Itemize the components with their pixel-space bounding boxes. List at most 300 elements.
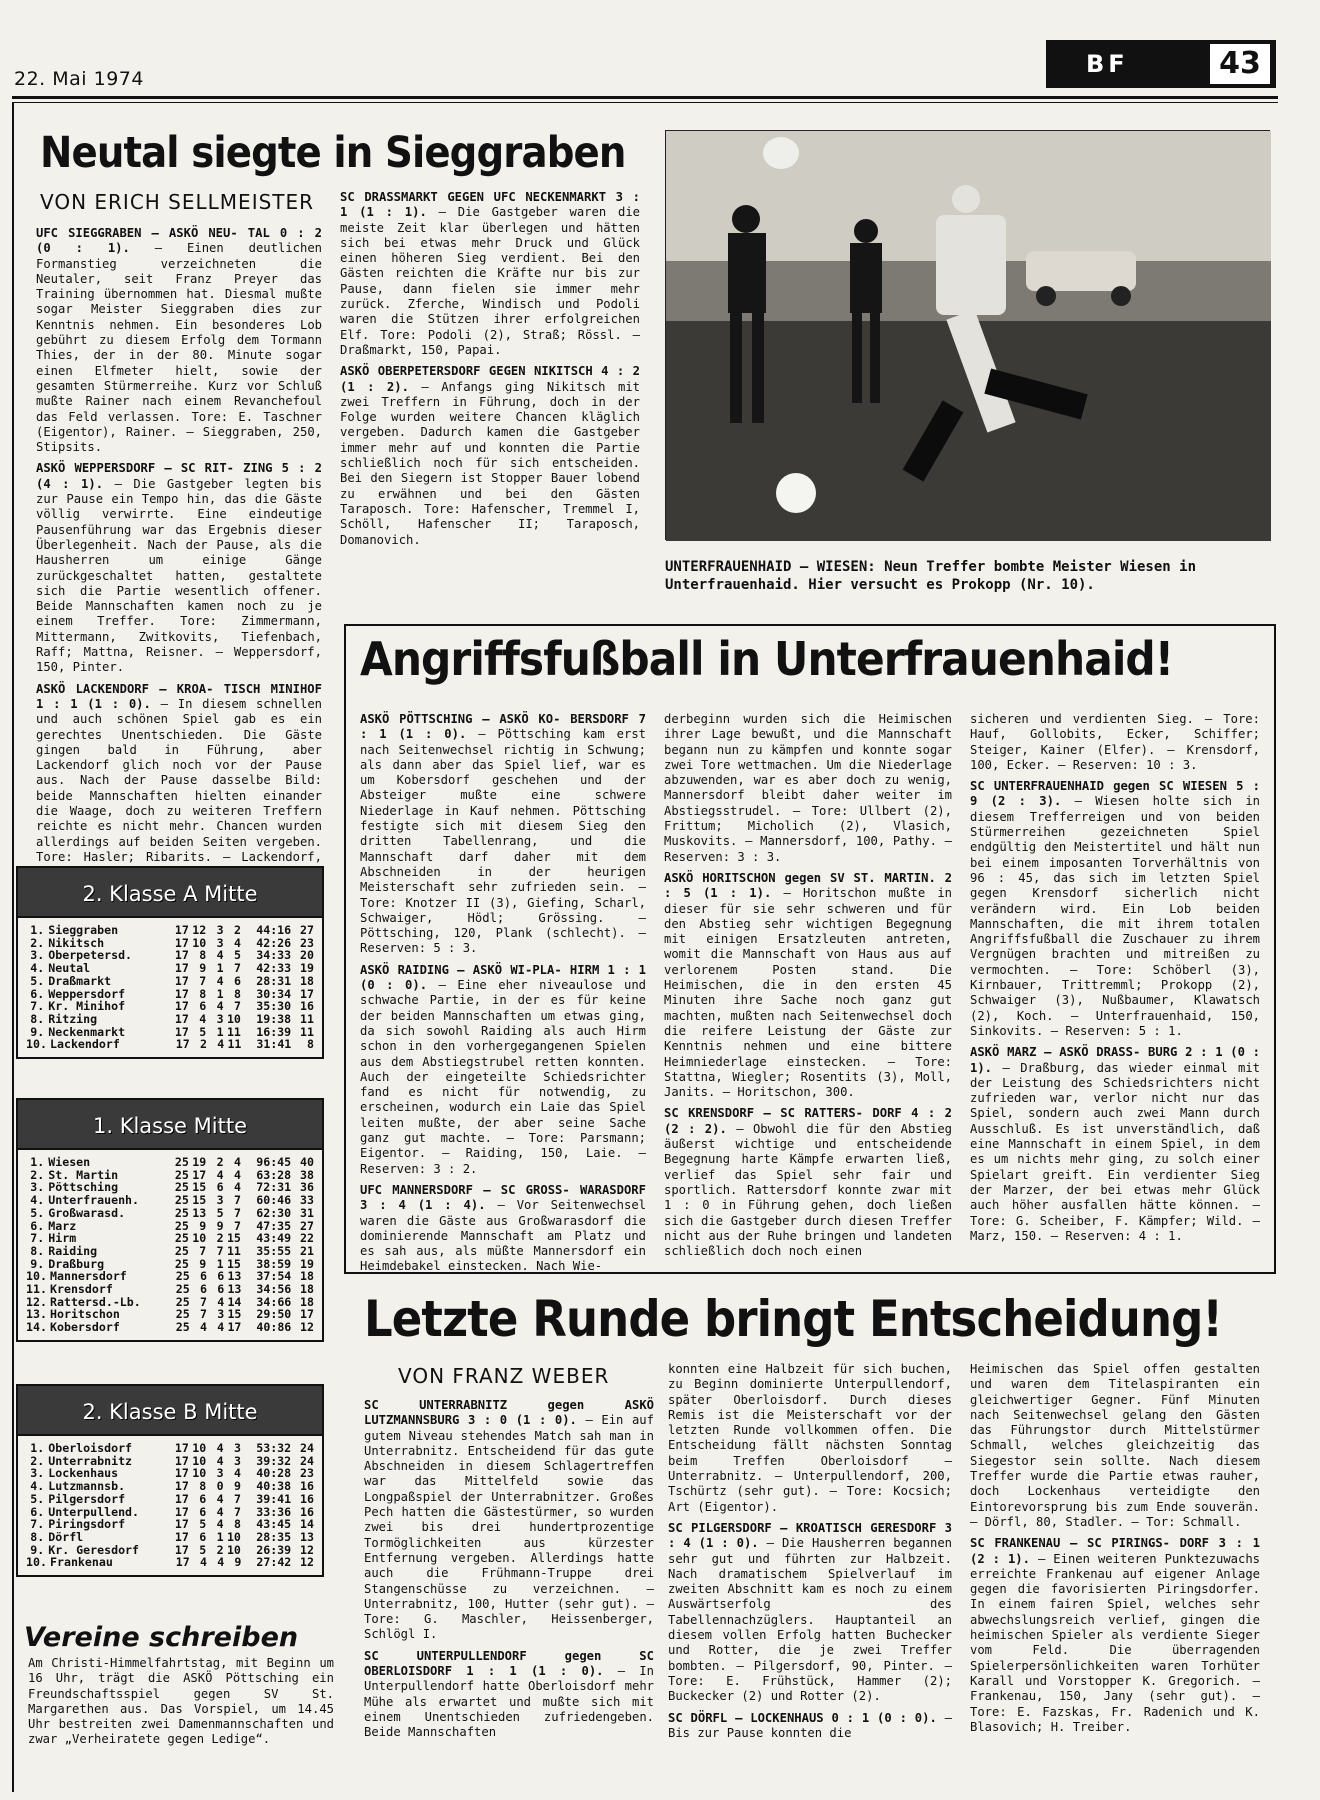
- table-cell: 1.: [30, 1155, 45, 1169]
- table-cell: 2: [216, 1542, 224, 1557]
- table-cell: 1.: [30, 1441, 45, 1455]
- table-cell: 10: [192, 1441, 207, 1455]
- table-cell: 27: [300, 1218, 314, 1233]
- table-cell: 7: [233, 1193, 241, 1208]
- table-cell: 25: [174, 1205, 189, 1220]
- table-cell: 25: [175, 1269, 190, 1284]
- table-cell: 17: [174, 1529, 189, 1544]
- report-paragraph: ASKÖ RAIDING — ASKÖ WI-PLA- HIRM 1 : 1 (0 : 0). — Eine eher niveaulose und schwache Partie, in der es für keine der beiden Mannschaften um etwas ging, da sich sowohl Raiding als auch Hirm schon in den vorhergegangenen Spielen aus dem Abstiegstrubel retten konnten. Auch der eingeteilte Schiedsrichter fand es nicht für notwendig, zu erscheinen, wodurch ein Laie das Spiel leiten mußte, der aber seine Sache ganz gut machte. — Tore: Parsmann; Eigentor. — Raiding, 150, Laie. — Reserven: 3 : 2.: [360, 962, 647, 1176]
- table-cell: 25: [174, 1243, 189, 1258]
- table-cell: 27: [300, 923, 314, 937]
- table-row: [26, 1038, 314, 1051]
- table-cell: 17: [174, 1024, 189, 1039]
- page-number: 43: [1210, 44, 1270, 84]
- table-cell: 5: [199, 1024, 207, 1039]
- table-row: [26, 1480, 314, 1493]
- table-cell: 44:16: [256, 923, 292, 937]
- table-cell: 15: [227, 1307, 242, 1322]
- table-cell: 60:46: [256, 1193, 292, 1208]
- report-paragraph: derbeginn wurden sich die Heimischen ihrer Lage bewußt, und die Mannschaft begann nun zu kämpfen und konnte sogar zwei Tore wettmachen. Um die Niederlage abzuwenden, war es aber doch zu wenig, Mannersdorf bleibt daher weiter im Abstiegsstrudel. — Tore: Ullbert (2), Frittum; Micholich (2), Vlasich, Muskovits. — Mannersdorf, 100, Pathy. — Reserven: 3 : 3.: [664, 712, 952, 864]
- table-cell: 7: [233, 1504, 241, 1519]
- article1-headline: Neutal siegte in Sieggraben: [40, 128, 626, 178]
- table-cell: 5: [216, 1205, 224, 1220]
- table-cell: 4: [217, 1555, 225, 1570]
- table-cell: 4: [216, 1517, 224, 1532]
- table-row: [26, 1207, 314, 1220]
- table-cell: 33:36: [256, 1504, 292, 1519]
- table-cell: 6: [199, 1504, 207, 1519]
- table-row: [26, 1531, 314, 1544]
- table-cell: 5.: [30, 973, 45, 988]
- table-cell: 2.: [30, 1453, 45, 1468]
- table-cell: 4: [233, 1155, 241, 1169]
- report-paragraph: SC UNTERPULLENDORF gegen SC OBERLOISDORF 1 : 1 (1 : 0). — In Unterpullendorf hatte Oberloisdorf mehr Mühe als erwartet und mußte sich mit einem Unentschieden zufriedengeben. Beide Mannschaften: [364, 1648, 654, 1740]
- report-paragraph: SC DÖRFL — LOCKENHAUS 0 : 1 (0 : 0). — Bis zur Pause konnten die: [668, 1710, 952, 1740]
- table-cell: Piringsdorf: [48, 1517, 126, 1532]
- table-cell: 3: [233, 1441, 241, 1455]
- table-cell: 4: [216, 973, 224, 988]
- table-cell: Lackendorf: [50, 1037, 120, 1052]
- table-cell: 25: [174, 1167, 189, 1182]
- table-cell: Oberpetersd.: [48, 948, 133, 963]
- table-cell: 2.: [30, 1167, 45, 1182]
- table-cell: 17: [192, 1167, 207, 1182]
- table-cell: 17: [174, 1466, 189, 1481]
- report-paragraph: konnten eine Halbzeit für sich buchen, zu Beginn dominierte Unterpullendorf, später Oberloisdorf. Durch dieses Remis ist die Meisterschaft vor der letzten Runde vollkommen offen. Die Entscheidung fällt nächsten Sonntag beim Treffen Oberloisdorf — Unterrabnitz. — Unterpullendorf, 200, Tschürtz (sehr gut). — Tore: Kocsich; Art (Eigentor).: [668, 1362, 952, 1514]
- table-cell: 6: [217, 1269, 225, 1284]
- table-cell: Horitschon: [50, 1307, 120, 1322]
- table-cell: 3: [216, 923, 224, 937]
- table-cell: 4: [216, 1491, 224, 1506]
- table-cell: 3: [216, 935, 224, 950]
- table-cell: 17: [174, 986, 189, 1001]
- table-cell: 14: [300, 1517, 314, 1532]
- table-cell: 9: [233, 1479, 241, 1494]
- table-cell: 12.: [26, 1294, 47, 1309]
- table-cell: 96:45: [256, 1155, 292, 1169]
- table-cell: 4: [216, 1441, 224, 1455]
- table-cell: 30:34: [256, 986, 292, 1001]
- table-cell: 10: [226, 1542, 241, 1557]
- table-cell: 17: [174, 961, 189, 976]
- table-cell: 43:49: [256, 1231, 292, 1246]
- table-cell: 23: [300, 1466, 314, 1481]
- table-cell: 17: [174, 1441, 189, 1455]
- table-cell: 28:35: [256, 1529, 292, 1544]
- table-cell: 11: [226, 1243, 241, 1258]
- table-row: [26, 1556, 314, 1569]
- football-scene-image: [666, 131, 1271, 541]
- report-paragraph: SC KRENSDORF — SC RATTERS- DORF 4 : 2 (2 : 2). — Obwohl die für den Abstieg äußerst wichtige und entscheidende Begegnung harte Kämpfe erwarten ließ, verlief das Spiel sehr fair und sportlich. Rattersdorf konnte zwar mit 1 : 0 in Führung gehen, doch ließen sich die Gastgeber durch diesen Treffer nicht aus der Ruhe bringen und landeten schließlich doch noch einen: [664, 1106, 952, 1259]
- table-cell: 2.: [30, 935, 45, 950]
- report-paragraph: SC UNTERRABNITZ gegen ASKÖ LUTZMANNSBURG 3 : 0 (1 : 0). — Ein auf gutem Niveau stehendes Match sah man in Unterrabnitz. Entscheidend für das gute Abschneiden in diesem Schlagertreffen war das Mittelfeld sowie das Longpaßspiel der Unterrabnitzer. Großes Pech hatten die Gästestürmer, so wurden zwei bis drei hundertprozentige Tormöglichkeiten aus kürzester Entfernung vergeben. Allerdings hatte auch die Frühmann-Truppe drei Stangenschüsse zu verzeichnen. — Unterrabnitz, 100, Hutter (sehr gut). — Tore: G. Maschler, Heissenberger, Schlögl I.: [364, 1398, 654, 1642]
- table-cell: Frankenau: [50, 1555, 113, 1570]
- table-cell: 4.: [30, 1479, 45, 1494]
- table-cell: 7: [233, 999, 241, 1014]
- table-cell: 11.: [26, 1282, 47, 1297]
- standings-table-title: 2. Klasse A Mitte: [16, 866, 324, 918]
- table-cell: 25: [175, 1294, 190, 1309]
- table-cell: 4: [217, 1294, 225, 1309]
- table-cell: 35:55: [256, 1243, 292, 1258]
- table-cell: 17: [174, 1453, 189, 1468]
- table-cell: 7: [233, 1205, 241, 1220]
- table-cell: 25: [175, 1282, 190, 1297]
- table-cell: 10.: [26, 1037, 47, 1052]
- table-cell: 17: [174, 1491, 189, 1506]
- table-cell: 31: [300, 1205, 314, 1220]
- table-cell: 22: [300, 1231, 314, 1246]
- table-cell: 18: [300, 1282, 314, 1297]
- table-cell: 17: [174, 999, 189, 1014]
- table-cell: 4: [217, 1037, 225, 1052]
- table-cell: 1: [216, 961, 224, 976]
- table-cell: Sieggraben: [48, 923, 119, 937]
- table-cell: Draßburg: [48, 1256, 105, 1271]
- table-cell: 17: [174, 923, 189, 937]
- standings-table-title: 1. Klasse Mitte: [16, 1098, 324, 1150]
- article2-column-2: [664, 712, 952, 1267]
- table-cell: 9: [199, 1218, 207, 1233]
- report-paragraph: ASKÖ WEPPERSDORF — SC RIT- ZING 5 : 2 (4 : 1). — Die Gastgeber legten bis zur Pause ein Tempo hin, das die Gäste völlig verwirrte. Eine eindeutige Pausenführung war das Ergebnis dieser Überlegenheit. Nach der Pause, als die Hausherren um einige Gänge zurückgeschaltet hatten, gestaltete sich die Partie wesentlich offener. Beide Mannschaften kamen noch zu je einem Treffer. Tore: Zimmermann, Mittermann, Zwitkovits, Tiefenbach, Raff; Mattna, Reisner. — Weppersdorf, 150, Pinter.: [36, 461, 323, 675]
- table-cell: 19: [192, 1155, 207, 1169]
- table-cell: 42:33: [256, 961, 292, 976]
- table-cell: Raiding: [48, 1243, 98, 1258]
- table-row: [26, 1283, 314, 1296]
- table-row: [26, 1493, 314, 1506]
- standings-rows: [16, 1436, 324, 1577]
- table-cell: St. Martin: [48, 1167, 119, 1182]
- table-cell: 14: [227, 1294, 242, 1309]
- table-cell: 3: [217, 1307, 225, 1322]
- table-cell: 7: [199, 1307, 207, 1322]
- table-cell: Mannersdorf: [50, 1269, 127, 1284]
- table-cell: 8: [199, 948, 207, 963]
- table-cell: 42:26: [256, 935, 292, 950]
- table-cell: Ritzing: [48, 1011, 98, 1026]
- header-rule: [12, 96, 1278, 99]
- vereine-text: Am Christi-Himmelfahrtstag, mit Beginn um 16 Uhr, trägt die ASKÖ Pöttsching ein Freundschaftsspiel gegen SV St. Margarethen aus. Das Vorspiel, um 14.45 Uhr bestreiten zwei Damenmannschaften und zwar „Verheiratete gegen Ledige“.: [28, 1656, 334, 1747]
- table-cell: 25: [175, 1320, 190, 1335]
- table-cell: 4: [233, 1180, 241, 1195]
- table-row: [26, 975, 314, 988]
- table-cell: 10.: [26, 1269, 47, 1284]
- table-cell: 8: [199, 986, 207, 1001]
- table-cell: 25: [174, 1231, 189, 1246]
- table-cell: Marz: [48, 1218, 77, 1233]
- table-cell: Wiesen: [48, 1155, 91, 1169]
- table-cell: 5: [199, 1517, 207, 1532]
- table-cell: 5: [233, 948, 241, 963]
- table-cell: 72:31: [256, 1180, 292, 1195]
- table-row: [26, 1194, 314, 1207]
- table-cell: 8.: [30, 1529, 45, 1544]
- table-cell: 4.: [30, 961, 45, 976]
- table-cell: 1: [216, 1024, 224, 1039]
- table-cell: 25: [174, 1193, 189, 1208]
- table-cell: 12: [300, 1555, 314, 1570]
- table-cell: 10: [226, 1529, 241, 1544]
- table-cell: 18: [300, 1269, 314, 1284]
- table-cell: 18: [300, 973, 314, 988]
- table-cell: 37:54: [256, 1269, 292, 1284]
- table-cell: Nikitsch: [48, 935, 105, 950]
- table-cell: 8: [199, 1479, 207, 1494]
- table-cell: 25: [174, 1218, 189, 1233]
- table-cell: 34:33: [256, 948, 292, 963]
- table-cell: 3: [233, 1453, 241, 1468]
- table-cell: 7.: [30, 999, 45, 1014]
- table-cell: 10.: [26, 1555, 47, 1570]
- table-cell: 25: [174, 1256, 189, 1271]
- table-cell: 6: [199, 1282, 207, 1297]
- table-cell: 9: [216, 1218, 224, 1233]
- table-cell: 4: [216, 999, 224, 1014]
- table-cell: 7: [199, 973, 207, 988]
- report-paragraph: SC DRASSMARKT GEGEN UFC NECKENMARKT 3 : 1 (1 : 1). — Die Gastgeber waren die meiste Zeit klar überlegen und hätten sich bei etwas mehr Druck und Glück einen höheren Sieg verdient. Bei den Gästen reichten die Kräfte nur bis zur Pause, dann fielen sie immer mehr zurück. Zferche, Windisch und Podoli waren die Stützen ihrer erfolgreichen Elf. Tore: Podoli (2), Straß; Rössl. — Draßmarkt, 150, Papai.: [340, 190, 641, 357]
- table-cell: 16: [300, 1504, 314, 1519]
- table-cell: 4: [199, 1320, 207, 1335]
- table-cell: 38:59: [256, 1256, 292, 1271]
- table-cell: Oberloisdorf: [48, 1441, 133, 1455]
- table-cell: 10: [226, 1011, 241, 1026]
- table-row: [26, 1156, 314, 1169]
- table-cell: 11: [227, 1037, 242, 1052]
- table-cell: 0: [216, 1479, 224, 1494]
- table-cell: 16:39: [256, 1024, 292, 1039]
- table-cell: 8: [233, 1517, 241, 1532]
- table-cell: 17: [174, 1504, 189, 1519]
- table-cell: Weppersdorf: [48, 986, 126, 1001]
- table-cell: 40: [300, 1155, 314, 1169]
- table-cell: 11: [300, 1011, 314, 1026]
- table-cell: 11: [300, 1024, 314, 1039]
- table-cell: 19: [300, 961, 314, 976]
- table-cell: 7: [233, 1491, 241, 1506]
- table-row: [26, 962, 314, 975]
- table-cell: 1: [216, 1256, 224, 1271]
- article2-column-3: [970, 712, 1260, 1267]
- table-cell: 17: [174, 1011, 189, 1026]
- table-cell: 4: [233, 935, 241, 950]
- table-cell: Lockenhaus: [48, 1466, 119, 1481]
- table-cell: 3: [216, 1011, 224, 1026]
- table-cell: Rattersd.-Lb.: [50, 1294, 141, 1309]
- table-cell: 6: [199, 999, 207, 1014]
- standings-table-2-klasse-a: [16, 866, 324, 1059]
- table-cell: 3: [216, 1193, 224, 1208]
- table-cell: 35:30: [256, 999, 292, 1014]
- table-cell: 17: [300, 986, 314, 1001]
- table-cell: 7.: [30, 1517, 45, 1532]
- table-cell: Großwarasd.: [48, 1205, 126, 1220]
- table-cell: 9: [199, 1256, 207, 1271]
- table-cell: 2: [199, 1037, 207, 1052]
- table-cell: 13: [227, 1282, 242, 1297]
- table-cell: 9.: [30, 1542, 45, 1557]
- table-row: [26, 1321, 314, 1334]
- table-cell: 9: [234, 1555, 242, 1570]
- table-cell: 6: [199, 1491, 207, 1506]
- table-cell: 53:32: [256, 1441, 292, 1455]
- article3-byline: VON FRANZ WEBER: [398, 1364, 610, 1388]
- table-row: [26, 1442, 314, 1455]
- table-cell: 6: [199, 1529, 207, 1544]
- table-cell: 4: [216, 1453, 224, 1468]
- table-cell: 13.: [26, 1307, 47, 1322]
- table-cell: 16: [300, 1491, 314, 1506]
- table-cell: 34:56: [256, 1282, 292, 1297]
- vereine-title: Vereine schreiben: [24, 1622, 299, 1653]
- table-cell: 11: [226, 1024, 241, 1039]
- table-cell: 3: [216, 1466, 224, 1481]
- table-cell: 4: [216, 1504, 224, 1519]
- report-paragraph: UFC MANNERSDORF — SC GROSS- WARASDORF 3 : 4 (1 : 4). — Vor Seitenwechsel waren die Gäste aus Großwarasdorf die dominierende Mannschaft am Platz und es sah aus, als müßte Mannersdorf ein Heimdebakel einstecken. Nach Wie-: [360, 1182, 646, 1274]
- report-paragraph: ASKÖ HORITSCHON gegen SV ST. MARTIN. 2 : 5 (1 : 1). — Horitschon mußte in dieser für sie sehr schweren und für den Abstieg sehr wichtigen Begegnung mit einigen Ersatzleuten antreten, womit die Mannschaft von Haus aus auf verlorenem Posten stand. Die Heimischen, die in den ersten 45 Minuten ihre Sache noch ganz gut machten, mußten nach Seitenwechsel doch die reifere Leistung der Gäste zur Kenntnis nehmen und eine bittere Heimniederlage einstecken. — Tore: Stattna, Wiegler; Rosentits (3), Moll, Janits. — Horitschon, 300.: [664, 870, 952, 1100]
- table-cell: 40:86: [256, 1320, 292, 1335]
- table-cell: 8: [233, 986, 241, 1001]
- issue-date: 22. Mai 1974: [14, 68, 144, 90]
- table-cell: 1: [216, 1529, 224, 1544]
- table-cell: 2: [216, 1155, 224, 1169]
- table-cell: 4.: [30, 1193, 45, 1208]
- report-paragraph: sicheren und verdienten Sieg. — Tore: Hauf, Gollobits, Ecker, Schiffer; Steiger, Kainer (Elfer). — Krensdorf, 100, Ecker. — Reserven: 10 : 3.: [970, 712, 1260, 772]
- table-cell: Neutal: [48, 961, 91, 976]
- table-cell: 10: [192, 935, 207, 950]
- table-cell: 3.: [30, 948, 45, 963]
- table-cell: 5.: [30, 1491, 45, 1506]
- table-cell: 43:45: [256, 1517, 292, 1532]
- table-row: [26, 1013, 314, 1026]
- table-cell: 14.: [26, 1320, 47, 1335]
- table-cell: 6: [217, 1282, 225, 1297]
- table-cell: 6: [199, 1269, 207, 1284]
- table-cell: Unterpullend.: [48, 1504, 140, 1519]
- table-cell: 15: [192, 1193, 207, 1208]
- report-paragraph: Heimischen das Spiel offen gestalten und waren dem Titelaspiranten ein gleichwertiger Gegner. Fünf Minuten nach Seitenwechsel gelang den Gästen das Führungstor durch Mittelstürmer Schmall, welches gleichzeitig das Siegestor sein sollte. Nach diesem Treffer wurde die Partie etwas rauher, doch Lockenhaus verteidigte den Eintorevorsprung bis zum Ende souverän. — Dörfl, 80, Stadler. — Tor: Schmall.: [970, 1362, 1260, 1529]
- table-cell: Kr. Geresdorf: [48, 1542, 140, 1557]
- table-cell: Pilgersdorf: [48, 1491, 126, 1506]
- table-cell: 29:50: [256, 1307, 292, 1322]
- table-cell: 4: [199, 1011, 207, 1026]
- table-cell: 63:28: [256, 1167, 292, 1182]
- table-cell: 2: [233, 923, 241, 937]
- table-cell: 5: [199, 1542, 207, 1557]
- table-cell: 21: [300, 1243, 314, 1258]
- table-cell: 7: [199, 1294, 207, 1309]
- table-cell: 15: [226, 1256, 241, 1271]
- standings-table-1-klasse: [16, 1098, 324, 1342]
- article2-column-1: [360, 712, 647, 1274]
- article3-headline: Letzte Runde bringt Entscheidung!: [364, 1290, 1223, 1348]
- table-cell: Dörfl: [48, 1529, 84, 1544]
- table-cell: 8: [307, 1037, 314, 1052]
- table-cell: 17: [174, 935, 189, 950]
- table-cell: 18: [300, 1294, 314, 1309]
- table-cell: 20: [300, 948, 314, 963]
- table-cell: 2: [216, 1231, 224, 1246]
- table-cell: 13: [300, 1529, 314, 1544]
- table-cell: 17: [300, 1307, 314, 1322]
- report-paragraph: ASKÖ OBERPETERSDORF GEGEN NIKITSCH 4 : 2 (1 : 2). — Anfangs ging Nikitsch mit zwei Treffern in Führung, doch in der Folge wurden weitere Chancen kläglich vergeben. Dadurch kamen die Gastgeber immer mehr auf und konnten die Partie schließlich noch für sich entscheiden. Bei den Siegern ist Stopper Bauer lobend zu erwähnen und bei den Gästen Taraposch. Tore: Hafenscher, Tremmel I, Schöll, Hafenscher II; Taraposch, Domanovich.: [340, 364, 640, 547]
- table-cell: Pöttsching: [48, 1180, 119, 1195]
- table-cell: 24: [300, 1453, 314, 1468]
- table-cell: 23: [300, 935, 314, 950]
- standings-rows: [16, 918, 324, 1059]
- table-cell: 25: [174, 1180, 189, 1195]
- table-cell: 9.: [30, 1256, 45, 1271]
- table-cell: Draßmarkt: [48, 973, 112, 988]
- table-cell: 17: [174, 1517, 189, 1532]
- table-cell: Neckenmarkt: [48, 1024, 126, 1039]
- table-cell: Krensdorf: [50, 1282, 113, 1297]
- table-cell: 47:35: [256, 1218, 292, 1233]
- report-paragraph: SC UNTERFRAUENHAID gegen SC WIESEN 5 : 9 (2 : 3). — Wiesen holte sich in diesem Trefferreigen und von beiden Stürmerreihen gezeichneten Spiel endgültig den Meistertitel und hält nun bei einem imposanten Torverhältnis von 96 : 45, das sich im letzten Spiel gegen Krensdorf sicherlich nicht verändern wird. Ein Lob beiden Mannschaften, die mit ihrem totalen Angriffsfußball die Zuschauer zu ihrem Vergnügen brachten und mitreißen zu vermochten. — Tore: Schöberl (3), Kirnbauer, Trittremml; Prokopp (2), Schwaiger (3), Nußbaumer, Klawatsch (2), Koch. — Unterfrauenhaid, 150, Sinkovits. — Reserven: 5 : 1.: [970, 779, 1261, 1038]
- table-cell: 13: [227, 1269, 242, 1284]
- table-cell: 40:38: [256, 1479, 292, 1494]
- table-cell: 1.: [30, 923, 45, 937]
- table-cell: 4: [199, 1555, 207, 1570]
- photo-caption: UNTERFRAUENHAID — WIESEN: Neun Treffer bombte Meister Wiesen in Unterfrauenhaid. Hier versucht es Prokopp (Nr. 10).: [665, 559, 1197, 593]
- table-cell: 26:39: [256, 1542, 292, 1557]
- table-cell: 4: [233, 1466, 241, 1481]
- table-cell: 34:66: [256, 1294, 292, 1309]
- table-cell: 17: [227, 1320, 242, 1335]
- left-margin-rule: [12, 102, 14, 1792]
- table-cell: 17: [174, 973, 189, 988]
- table-cell: 28:31: [256, 973, 292, 988]
- table-cell: 9.: [30, 1024, 45, 1039]
- table-cell: 3.: [30, 1466, 45, 1481]
- standings-rows: [16, 1150, 324, 1342]
- table-cell: 25: [174, 1155, 189, 1169]
- table-cell: 12: [192, 923, 207, 937]
- table-cell: 40:28: [256, 1466, 292, 1481]
- article1-column-1: [36, 226, 322, 866]
- table-cell: 17: [175, 1037, 190, 1052]
- standings-table-2-klasse-b: [16, 1384, 324, 1577]
- table-cell: 27:42: [256, 1555, 292, 1570]
- table-cell: 17: [175, 1555, 190, 1570]
- table-cell: 16: [300, 1479, 314, 1494]
- article3-column-3: [970, 1362, 1260, 1790]
- table-cell: 3.: [30, 1180, 45, 1195]
- table-cell: 6: [216, 1180, 224, 1195]
- table-cell: 4: [216, 948, 224, 963]
- table-cell: 6.: [30, 986, 45, 1001]
- table-cell: 9: [199, 961, 207, 976]
- table-cell: Kobersdorf: [50, 1320, 120, 1335]
- table-cell: 4: [216, 1167, 224, 1182]
- table-cell: 12: [300, 1542, 314, 1557]
- report-paragraph: ASKÖ LACKENDORF — KROA- TISCH MINIHOF 1 : 1 (1 : 0). — In diesem schnellen und auch schönen Spiel gab es ein gerechtes Unentschieden. Die Gäste gingen bald in Führung, aber Lackendorf glich noch vor der Pause aus. Nach der Pause dasselbe Bild: beide Mannschaften hielten einander die Waage, doch zu weiteren Treffern reichte es nicht mehr. Chancen wurden allerdings auf beiden Seiten vergeben. Tore: Hasler; Ribarits. — Lackendorf,: [36, 681, 322, 864]
- table-cell: 16: [300, 999, 314, 1014]
- header-rule-thin: [12, 102, 1278, 103]
- table-cell: 39:41: [256, 1491, 292, 1506]
- table-cell: 5.: [30, 1205, 45, 1220]
- table-cell: 4: [233, 1167, 241, 1182]
- table-cell: Unterfrauenh.: [48, 1193, 140, 1208]
- table-cell: 7.: [30, 1231, 45, 1246]
- table-cell: 62:30: [256, 1205, 292, 1220]
- table-cell: 17: [174, 1542, 189, 1557]
- match-photo: [665, 130, 1270, 540]
- report-paragraph: UFC SIEGGRABEN — ASKÖ NEU- TAL 0 : 2 (0 : 1). — Einen deutlichen Formanstieg verzeichneten die Neutaler, seit Franz Preyer das Training übernommen hat. Diesmal mußte sogar Meister Sieggraben dies zur Kenntnis nehmen. Ein besonderes Lob gebührt zu diesem Erfolg dem Tormann Thies, der in der 80. Minute sogar einen Elfmeter hielt, sowie der gesamten Stürmerreihe. Kurz vor Schluß mußte Rainer nach einem Revanchefoul das Feld verlassen. Tore: E. Taschner (Eigentor), Rainer. — Sieggraben, 250, Stipsits.: [36, 226, 323, 455]
- table-cell: 7: [233, 961, 241, 976]
- table-cell: 15: [226, 1231, 241, 1246]
- table-cell: 6.: [30, 1504, 45, 1519]
- table-cell: 15: [192, 1180, 207, 1195]
